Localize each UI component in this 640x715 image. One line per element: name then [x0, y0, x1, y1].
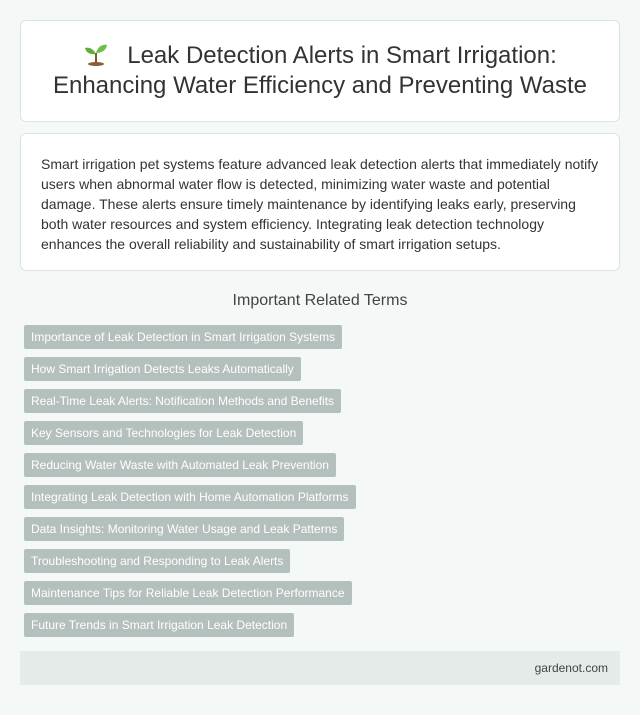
summary-card — [20, 133, 620, 271]
related-term-tag[interactable]: Key Sensors and Technologies for Leak Detection — [24, 421, 303, 445]
related-term-tag[interactable]: Maintenance Tips for Reliable Leak Detection Performance — [24, 581, 352, 605]
footer-site-link[interactable]: gardenot.com — [534, 661, 608, 675]
footer — [20, 651, 620, 685]
title-card — [20, 20, 620, 122]
related-term-tag[interactable]: How Smart Irrigation Detects Leaks Automatically — [24, 357, 301, 381]
page-title — [41, 41, 599, 101]
related-term-tag[interactable]: Importance of Leak Detection in Smart Irrigation Systems — [24, 325, 342, 349]
related-term-tag[interactable]: Data Insights: Monitoring Water Usage and Leak Patterns — [24, 517, 344, 541]
sprout-icon — [83, 42, 109, 66]
related-term-tag[interactable]: Future Trends in Smart Irrigation Leak Detection — [24, 613, 294, 637]
summary-paragraph: Smart irrigation pet systems feature advanced leak detection alerts that immediately notify users when abnormal water flow is detected, minimizing water waste and potential damage. These alerts ensure timely maintenance by identifying leaks early, preserving both water resources and system efficiency. Integrating leak detection technology enhances the overall reliability and sustainability of smart irrigation setups. — [41, 156, 599, 252]
related-term-tag[interactable]: Real-Time Leak Alerts: Notification Methods and Benefits — [24, 389, 341, 413]
related-term-tag[interactable]: Troubleshooting and Responding to Leak Alerts — [24, 549, 290, 573]
related-term-tag[interactable]: Reducing Water Waste with Automated Leak Prevention — [24, 453, 336, 477]
page-title-text: Leak Detection Alerts in Smart Irrigation: Enhancing Water Efficiency and Preventing Waste — [52, 42, 588, 99]
related-terms-heading: Important Related Terms — [232, 292, 408, 309]
related-terms-list — [24, 325, 624, 645]
related-term-tag[interactable]: Integrating Leak Detection with Home Automation Platforms — [24, 485, 356, 509]
